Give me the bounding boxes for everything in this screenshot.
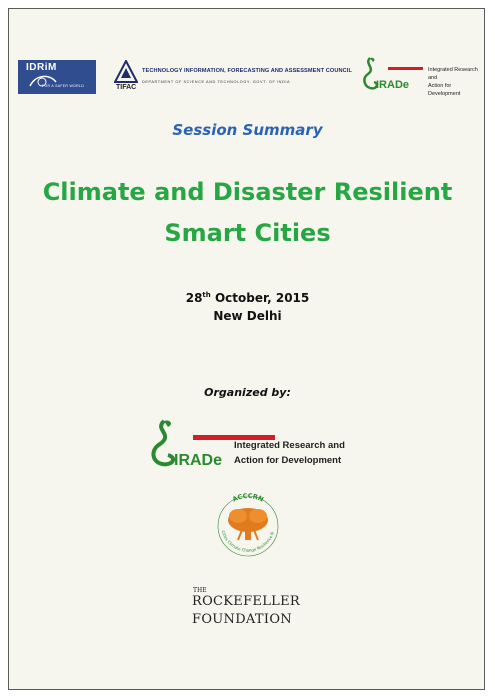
organized-by-label: Organized by:	[204, 386, 291, 399]
irade-logo-large: IRADe Integrated Research and Action for Development	[146, 418, 366, 474]
event-place: New Delhi	[213, 309, 282, 323]
session-label: Session Summary	[172, 121, 323, 139]
irade-large-text: Integrated Research and Action for Development	[234, 440, 345, 466]
document-title: Climate and Disaster Resilient Smart Cities	[42, 178, 453, 247]
tifac-logo: TIFAC TECHNOLOGY INFORMATION, FORECASTING AND ASSESSMENT COUNCIL DEPARTMENT OF SCIENCE AND TECHNOLOGY, GOVT. OF INDIA	[114, 60, 354, 96]
svg-text:ACCCRN: ACCCRN	[231, 491, 265, 504]
irade-small-text: Integrated Research and Action for Development	[428, 67, 478, 97]
rockefeller-logo: THE ROCKEFELLER FOUNDATION	[192, 587, 300, 627]
acccrn-tree-icon	[208, 486, 288, 566]
acccrn-logo	[208, 486, 288, 566]
irade-logo-small: IRADe Integrated Research and Action for Development	[358, 56, 478, 100]
tifac-triangle-icon	[114, 60, 138, 84]
partner-logos-row	[18, 50, 478, 100]
event-date-place	[0, 286, 495, 325]
idrim-logo: IDRiM FOR A SAFER WORLD	[18, 60, 96, 94]
irade-red-bar	[388, 67, 423, 70]
event-date: 28th October, 2015	[185, 291, 310, 305]
svg-text:Asian Cities Climate Change Re: Cities Climate Change Resilience N	[220, 529, 275, 553]
